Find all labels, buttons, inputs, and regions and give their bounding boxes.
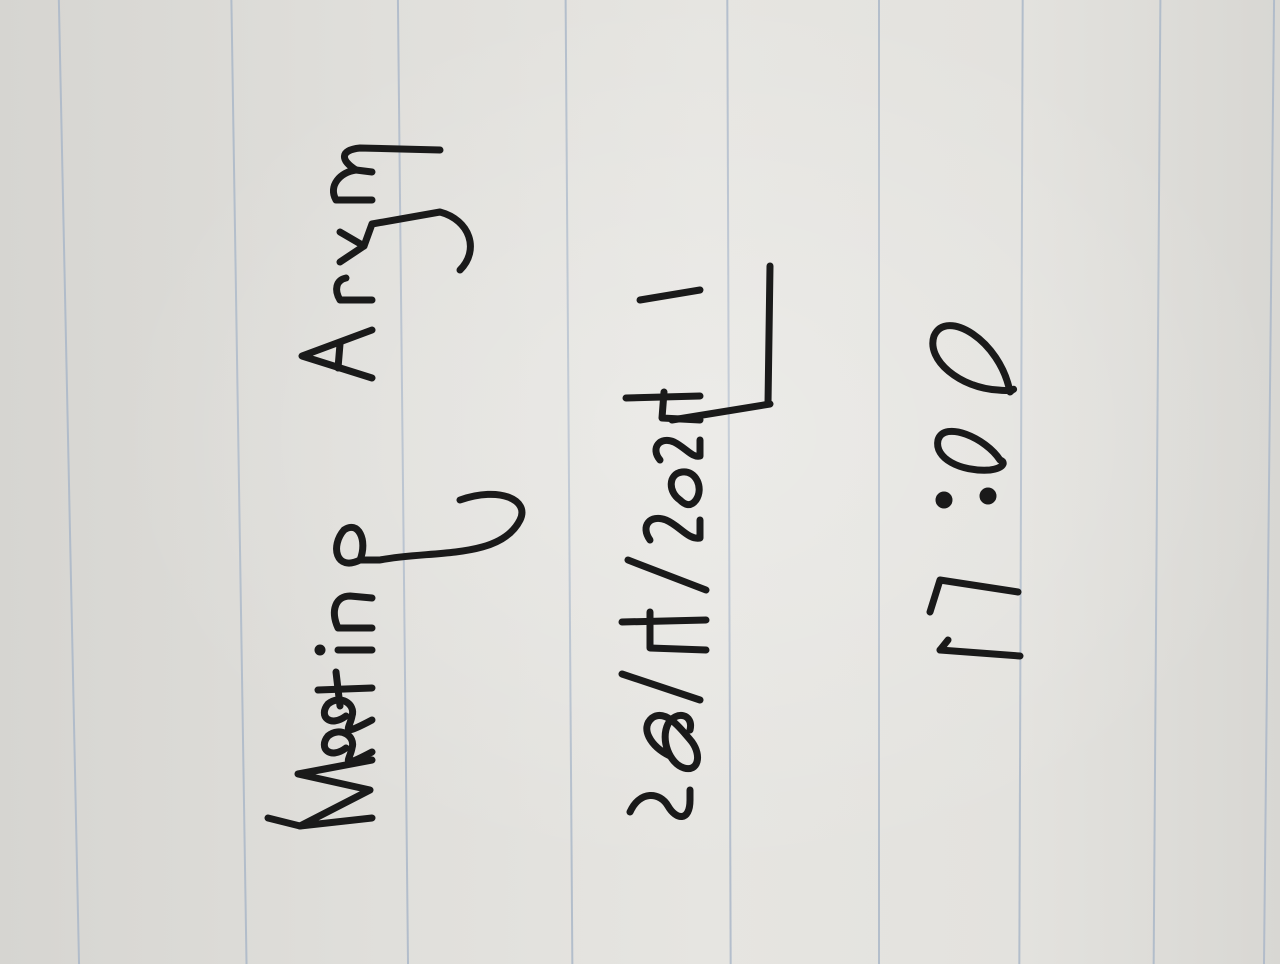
handwritten-time <box>930 326 1020 656</box>
handwritten-title <box>268 148 522 826</box>
handwritten-date <box>622 266 770 817</box>
